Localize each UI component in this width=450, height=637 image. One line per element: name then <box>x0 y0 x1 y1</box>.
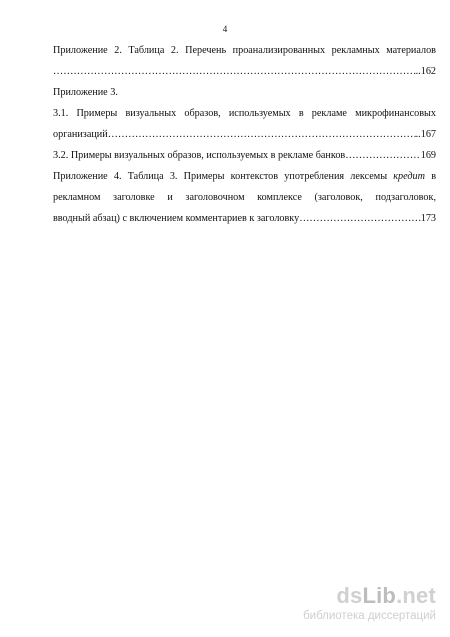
toc-entry-3-2 <box>53 145 436 166</box>
dslib-watermark <box>303 585 436 623</box>
toc-entry-3-1 <box>53 103 436 124</box>
logo-part: .net <box>396 583 436 608</box>
toc-entry-title <box>53 171 436 182</box>
dslib-logo <box>303 585 436 607</box>
toc-page-number: ..167 <box>415 129 436 140</box>
toc-entry-appendix-2 <box>53 40 436 61</box>
dot-leader <box>53 61 416 82</box>
toc-entry-title-continued: организаций <box>53 129 108 140</box>
toc-entry-3-1-leader <box>53 124 436 145</box>
dot-leader <box>345 145 420 166</box>
toc-page-number: ..162 <box>415 66 436 77</box>
toc-entry-appendix-4 <box>53 166 436 187</box>
toc-entry-title-part: Приложение 4. Таблица 3. Примеры контекстов употребления лексемы <box>53 171 388 182</box>
toc-entry-title: Приложение 2. Таблица 2. Перечень проанализированных рекламных материалов <box>53 45 436 56</box>
dot-leader <box>299 208 421 229</box>
toc-entry-title: 3.1. Примеры визуальных образов, используемых в рекламе микрофинансовых <box>53 108 436 119</box>
watermark-subtitle: библиотека диссертаций <box>303 610 436 622</box>
table-of-contents <box>53 40 436 229</box>
toc-entry-title-continued: вводный абзац) с включением комментариев к заголовку <box>53 213 300 224</box>
toc-entry-title: 3.2. Примеры визуальных образов, используемых в рекламе банков <box>53 150 346 161</box>
logo-part: ds <box>336 583 363 608</box>
toc-entry-appendix-2-leader <box>53 61 436 82</box>
logo-part: Lib <box>362 583 397 608</box>
toc-page-number: 173 <box>420 213 436 224</box>
toc-entry-appendix-4-line2 <box>53 187 436 208</box>
lexeme-term: кредит <box>393 171 425 182</box>
toc-entry-title-continued: рекламном заголовке и заголовочном комплексе (заголовок, подзаголовок, <box>53 192 436 203</box>
toc-entry-appendix-3 <box>53 82 436 103</box>
toc-entry-appendix-4-leader <box>53 208 436 229</box>
toc-page-number: 169 <box>420 150 436 161</box>
toc-entry-title: Приложение 3. <box>53 87 118 98</box>
page-number: 4 <box>222 24 228 34</box>
dot-leader <box>108 124 416 145</box>
toc-entry-title-part: в <box>431 171 436 182</box>
